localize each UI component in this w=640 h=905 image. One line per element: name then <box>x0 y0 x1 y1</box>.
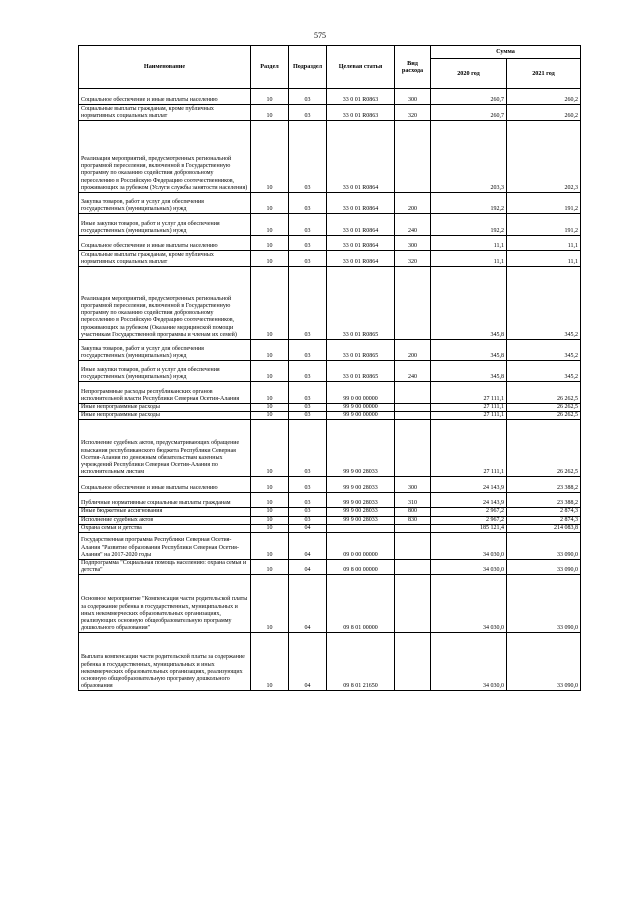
row-sum-2021: 33 090,0 <box>507 560 581 575</box>
row-razdel: 10 <box>251 524 289 532</box>
row-vid <box>395 121 431 193</box>
header-sum: Сумма <box>431 46 581 59</box>
table-row <box>79 236 581 251</box>
row-target: 99 9 00 28033 <box>327 420 395 477</box>
row-sum-2021: 191,2 <box>507 193 581 214</box>
row-vid <box>395 575 431 633</box>
row-target: 99 9 00 00000 <box>327 412 395 420</box>
row-sum-2021: 11,1 <box>507 236 581 251</box>
row-name: Основное мероприятие "Компенсация части родительской платы за содержание ребенка в государственных, муниципальных и иных некоммерческих образовательных организациях, реализующих основную общеобразовательную программу дошкольного образования" <box>79 575 251 633</box>
row-podrazdel: 03 <box>289 516 327 524</box>
row-razdel: 10 <box>251 533 289 560</box>
row-sum-2021: 2 874,3 <box>507 508 581 516</box>
row-razdel: 10 <box>251 267 289 340</box>
row-target: 99 0 00 00000 <box>327 382 395 404</box>
row-razdel: 10 <box>251 193 289 214</box>
row-sum-2021: 260,2 <box>507 105 581 121</box>
row-target: 33 0 01 R0863 <box>327 105 395 121</box>
row-vid <box>395 524 431 532</box>
row-razdel: 10 <box>251 633 289 691</box>
table-row <box>79 340 581 361</box>
row-sum-2021: 26 262,5 <box>507 412 581 420</box>
row-razdel: 10 <box>251 477 289 493</box>
row-target: 33 0 01 R0864 <box>327 214 395 236</box>
row-vid: 240 <box>395 214 431 236</box>
row-sum-2021: 260,2 <box>507 89 581 105</box>
row-target: 99 9 00 28033 <box>327 516 395 524</box>
row-vid: 320 <box>395 105 431 121</box>
row-sum-2021: 26 262,5 <box>507 420 581 477</box>
row-podrazdel: 04 <box>289 575 327 633</box>
row-sum-2021: 23 388,2 <box>507 477 581 493</box>
row-sum-2021: 202,3 <box>507 121 581 193</box>
row-sum-2021: 26 262,5 <box>507 404 581 412</box>
row-podrazdel: 03 <box>289 236 327 251</box>
row-podrazdel: 04 <box>289 560 327 575</box>
row-sum-2020: 345,8 <box>431 267 507 340</box>
row-podrazdel: 03 <box>289 412 327 420</box>
table-row <box>79 493 581 508</box>
row-vid <box>395 533 431 560</box>
row-name: Социальные выплаты гражданам, кроме публичных нормативных социальных выплат <box>79 251 251 267</box>
row-name: Выплата компенсации части родительской платы за содержание ребенка в государственных, муниципальных и иных некоммерческих образовательных организациях, реализующих основную общеобразовательную программу дошкольного образования <box>79 633 251 691</box>
row-sum-2021: 345,2 <box>507 361 581 382</box>
row-vid: 240 <box>395 361 431 382</box>
row-podrazdel: 04 <box>289 533 327 560</box>
table-row <box>79 361 581 382</box>
table-row <box>79 575 581 633</box>
row-razdel: 10 <box>251 560 289 575</box>
row-sum-2021: 2 874,3 <box>507 516 581 524</box>
table-row <box>79 193 581 214</box>
row-vid: 310 <box>395 493 431 508</box>
header-name: Наименование <box>79 46 251 89</box>
row-sum-2021: 345,2 <box>507 340 581 361</box>
row-sum-2020: 185 121,4 <box>431 524 507 532</box>
row-razdel: 10 <box>251 361 289 382</box>
row-vid <box>395 560 431 575</box>
row-name: Социальные выплаты гражданам, кроме публичных нормативных социальных выплат <box>79 105 251 121</box>
row-vid: 200 <box>395 193 431 214</box>
table-row <box>79 477 581 493</box>
row-target: 99 9 00 00000 <box>327 404 395 412</box>
table-row <box>79 560 581 575</box>
header-2021: 2021 год <box>507 59 581 89</box>
row-sum-2020: 203,3 <box>431 121 507 193</box>
row-target: 99 9 00 28033 <box>327 477 395 493</box>
row-target: 09 8 01 21650 <box>327 633 395 691</box>
row-sum-2020: 345,8 <box>431 340 507 361</box>
header-podrazdel: Подраздел <box>289 46 327 89</box>
row-vid: 300 <box>395 89 431 105</box>
row-sum-2020: 27 111,1 <box>431 412 507 420</box>
table-row <box>79 89 581 105</box>
row-vid: 830 <box>395 516 431 524</box>
row-target: 33 0 01 R0865 <box>327 340 395 361</box>
row-sum-2020: 27 111,1 <box>431 404 507 412</box>
row-target: 33 0 01 R0864 <box>327 251 395 267</box>
table-row <box>79 251 581 267</box>
row-podrazdel: 03 <box>289 477 327 493</box>
row-razdel: 10 <box>251 493 289 508</box>
row-sum-2021: 33 090,0 <box>507 633 581 691</box>
row-sum-2021: 345,2 <box>507 267 581 340</box>
row-vid: 300 <box>395 477 431 493</box>
row-name: Социальное обеспечение и иные выплаты населению <box>79 477 251 493</box>
row-vid: 200 <box>395 340 431 361</box>
table-row <box>79 508 581 516</box>
row-podrazdel: 04 <box>289 633 327 691</box>
table-row <box>79 420 581 477</box>
row-target: 99 9 00 28033 <box>327 493 395 508</box>
row-sum-2020: 192,2 <box>431 193 507 214</box>
row-target: 09 8 00 00000 <box>327 560 395 575</box>
row-podrazdel: 04 <box>289 524 327 532</box>
row-sum-2021: 33 090,0 <box>507 575 581 633</box>
row-razdel: 10 <box>251 420 289 477</box>
row-name: Закупка товаров, работ и услуг для обеспечения государственных (муниципальных) нужд <box>79 193 251 214</box>
table-row <box>79 214 581 236</box>
row-vid <box>395 412 431 420</box>
row-name: Иные непрограммные расходы <box>79 412 251 420</box>
row-razdel: 10 <box>251 121 289 193</box>
budget-table <box>78 45 581 691</box>
row-sum-2020: 260,7 <box>431 105 507 121</box>
row-podrazdel: 03 <box>289 214 327 236</box>
row-sum-2020: 34 030,0 <box>431 533 507 560</box>
row-sum-2020: 2 967,2 <box>431 508 507 516</box>
row-vid: 320 <box>395 251 431 267</box>
row-name: Государственная программа Республики Северная Осетия-Алания "Развитие образования Республики Северная Осетия-Алания" на 2017-2020 годы <box>79 533 251 560</box>
row-name: Охрана семьи и детства <box>79 524 251 532</box>
row-razdel: 10 <box>251 404 289 412</box>
row-name: Социальное обеспечение и иные выплаты населению <box>79 236 251 251</box>
row-razdel: 10 <box>251 575 289 633</box>
table-row <box>79 516 581 524</box>
row-sum-2020: 34 030,0 <box>431 560 507 575</box>
row-podrazdel: 03 <box>289 121 327 193</box>
table-row <box>79 382 581 404</box>
row-target: 33 0 01 R0865 <box>327 361 395 382</box>
row-podrazdel: 03 <box>289 105 327 121</box>
row-podrazdel: 03 <box>289 193 327 214</box>
row-target: 33 0 01 R0864 <box>327 236 395 251</box>
row-razdel: 10 <box>251 89 289 105</box>
row-sum-2020: 34 030,0 <box>431 575 507 633</box>
row-vid <box>395 382 431 404</box>
row-sum-2020: 24 143,9 <box>431 493 507 508</box>
row-target: 33 0 01 R0863 <box>327 89 395 105</box>
row-target <box>327 524 395 532</box>
row-sum-2020: 11,1 <box>431 236 507 251</box>
row-podrazdel: 03 <box>289 89 327 105</box>
table-row <box>79 121 581 193</box>
table-row <box>79 105 581 121</box>
row-name: Публичные нормативные социальные выплаты гражданам <box>79 493 251 508</box>
row-sum-2020: 34 030,0 <box>431 633 507 691</box>
row-sum-2021: 191,2 <box>507 214 581 236</box>
row-sum-2020: 11,1 <box>431 251 507 267</box>
row-target: 33 0 01 R0864 <box>327 193 395 214</box>
row-name: Реализация мероприятий, предусмотренных региональной программой переселения, включенной в Государственную программу по оказанию содействия добровольному переселению в Российскую Федерацию соотечественников, проживающих за рубежом (Услуги службы занятости населения) <box>79 121 251 193</box>
row-name: Иные непрограммные расходы <box>79 404 251 412</box>
row-sum-2021: 33 090,0 <box>507 533 581 560</box>
header-2020: 2020 год <box>431 59 507 89</box>
row-razdel: 10 <box>251 412 289 420</box>
row-target: 99 9 00 28033 <box>327 508 395 516</box>
row-vid: 300 <box>395 236 431 251</box>
row-target: 33 0 01 R0865 <box>327 267 395 340</box>
row-name: Социальное обеспечение и иные выплаты населению <box>79 89 251 105</box>
header-target: Целевая статья <box>327 46 395 89</box>
row-vid <box>395 267 431 340</box>
row-sum-2020: 192,2 <box>431 214 507 236</box>
row-sum-2020: 27 111,1 <box>431 420 507 477</box>
table-row <box>79 404 581 412</box>
row-razdel: 10 <box>251 105 289 121</box>
table-row <box>79 267 581 340</box>
row-name: Закупка товаров, работ и услуг для обеспечения государственных (муниципальных) нужд <box>79 340 251 361</box>
row-sum-2021: 26 262,5 <box>507 382 581 404</box>
row-sum-2020: 345,8 <box>431 361 507 382</box>
row-name: Исполнение судебных актов, предусматривающих обращение взыскания республиканского бюджета Республики Северная Осетия-Алания по денежным обязательствам казенных учреждений Республики Северная Осетия-Алания по исполнительным листам <box>79 420 251 477</box>
row-razdel: 10 <box>251 508 289 516</box>
page-number: 575 <box>314 31 326 40</box>
row-target: 09 0 00 00000 <box>327 533 395 560</box>
row-podrazdel: 03 <box>289 361 327 382</box>
row-podrazdel: 03 <box>289 404 327 412</box>
header-vid: Вид расхода <box>395 46 431 89</box>
row-name: Непрограммные расходы республиканских органов исполнительной власти Республики Северная Осетия-Алания <box>79 382 251 404</box>
row-razdel: 10 <box>251 236 289 251</box>
row-vid <box>395 404 431 412</box>
row-vid: 800 <box>395 508 431 516</box>
row-podrazdel: 03 <box>289 382 327 404</box>
row-vid <box>395 633 431 691</box>
row-podrazdel: 03 <box>289 508 327 516</box>
row-podrazdel: 03 <box>289 493 327 508</box>
row-target: 33 0 01 R0864 <box>327 121 395 193</box>
row-razdel: 10 <box>251 340 289 361</box>
row-podrazdel: 03 <box>289 267 327 340</box>
row-sum-2021: 23 388,2 <box>507 493 581 508</box>
table-body <box>79 89 581 691</box>
row-name: Иные закупки товаров, работ и услуг для обеспечения государственных (муниципальных) нужд <box>79 361 251 382</box>
row-name: Подпрограмма "Социальная помощь населению: охрана семьи и детства" <box>79 560 251 575</box>
table-row <box>79 533 581 560</box>
row-name: Иные закупки товаров, работ и услуг для обеспечения государственных (муниципальных) нужд <box>79 214 251 236</box>
row-sum-2021: 11,1 <box>507 251 581 267</box>
row-sum-2020: 2 967,2 <box>431 516 507 524</box>
row-razdel: 10 <box>251 382 289 404</box>
header-razdel: Раздел <box>251 46 289 89</box>
row-podrazdel: 03 <box>289 251 327 267</box>
row-sum-2021: 214 083,8 <box>507 524 581 532</box>
row-name: Исполнение судебных актов <box>79 516 251 524</box>
row-razdel: 10 <box>251 214 289 236</box>
table-row <box>79 633 581 691</box>
row-sum-2020: 260,7 <box>431 89 507 105</box>
row-sum-2020: 24 143,9 <box>431 477 507 493</box>
table-row <box>79 412 581 420</box>
row-name: Иные бюджетные ассигнования <box>79 508 251 516</box>
row-razdel: 10 <box>251 516 289 524</box>
row-razdel: 10 <box>251 251 289 267</box>
row-vid <box>395 420 431 477</box>
row-podrazdel: 03 <box>289 420 327 477</box>
row-name: Реализация мероприятий, предусмотренных региональной программой переселения, включенной в Государственную программу по оказанию содействия добровольному переселению в Российскую Федерацию соотечественников, проживающих за рубежом (Оказание медицинской помощи участникам Государственной программы и членам их семей) <box>79 267 251 340</box>
row-podrazdel: 03 <box>289 340 327 361</box>
row-sum-2020: 27 111,1 <box>431 382 507 404</box>
row-target: 09 8 01 00000 <box>327 575 395 633</box>
table-row <box>79 524 581 532</box>
